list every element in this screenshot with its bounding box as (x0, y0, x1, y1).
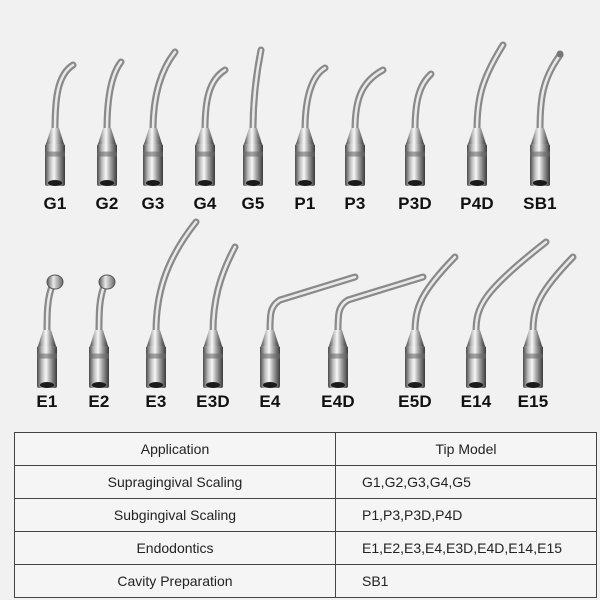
scaler-tip-icon (183, 220, 243, 392)
tip-label: E2 (88, 392, 110, 411)
scaler-tip-icon (69, 220, 129, 392)
row-tip-model: P1,P3,P3D,P4D (336, 499, 597, 532)
table-row (15, 532, 597, 565)
tip-label: P1 (294, 194, 316, 213)
scaler-tip-icon (385, 220, 445, 392)
tip-label: E1 (36, 392, 58, 411)
scaler-tip-icon (446, 220, 506, 392)
tip-label: G1 (43, 194, 67, 213)
scaler-tip-icon (240, 220, 300, 392)
tip-label: E4 (259, 392, 281, 411)
tip-label: G5 (241, 194, 265, 213)
row-tip-model: SB1 (336, 565, 597, 598)
scaler-tip-icon (503, 220, 563, 392)
tip-label: P3D (398, 194, 432, 213)
tip-label: P4D (460, 194, 494, 213)
row-application: Endodontics (15, 532, 336, 565)
tip-label: E14 (460, 392, 492, 411)
header-tip-model: Tip Model (336, 433, 597, 466)
header-application: Application (15, 433, 336, 466)
tip-label: P3 (344, 194, 366, 213)
tip-label: E3D (196, 392, 230, 411)
row-application: Supragingival Scaling (15, 466, 336, 499)
tip-label: G3 (141, 194, 165, 213)
application-table (14, 432, 597, 598)
table-row (15, 466, 597, 499)
tip-label: E15 (517, 392, 549, 411)
tip-label: G4 (193, 194, 217, 213)
scaler-tip-icon (126, 220, 186, 392)
row-tip-model: G1,G2,G3,G4,G5 (336, 466, 597, 499)
table-row (15, 565, 597, 598)
tips-row-1 (0, 40, 600, 220)
row-application: Subgingival Scaling (15, 499, 336, 532)
scaler-tip-icon (123, 40, 183, 190)
row-application: Cavity Preparation (15, 565, 336, 598)
scaler-tip-icon (25, 40, 85, 190)
scaler-tip-icon (223, 40, 283, 190)
table-row (15, 499, 597, 532)
scaler-tip-icon (325, 40, 385, 190)
tip-label: G2 (95, 194, 119, 213)
scaler-tip-icon (17, 220, 77, 392)
table-header-row (15, 433, 597, 466)
tips-row-2 (0, 220, 600, 415)
scaler-tip-icon (510, 40, 570, 190)
scaler-tip-icon (308, 220, 368, 392)
scaler-tip-icon (385, 40, 445, 190)
tip-label: E3 (145, 392, 167, 411)
scaler-tip-icon (447, 40, 507, 190)
tip-label: SB1 (523, 194, 557, 213)
tip-label: E5D (398, 392, 432, 411)
tip-label: E4D (321, 392, 355, 411)
row-tip-model: E1,E2,E3,E4,E3D,E4D,E14,E15 (336, 532, 597, 565)
